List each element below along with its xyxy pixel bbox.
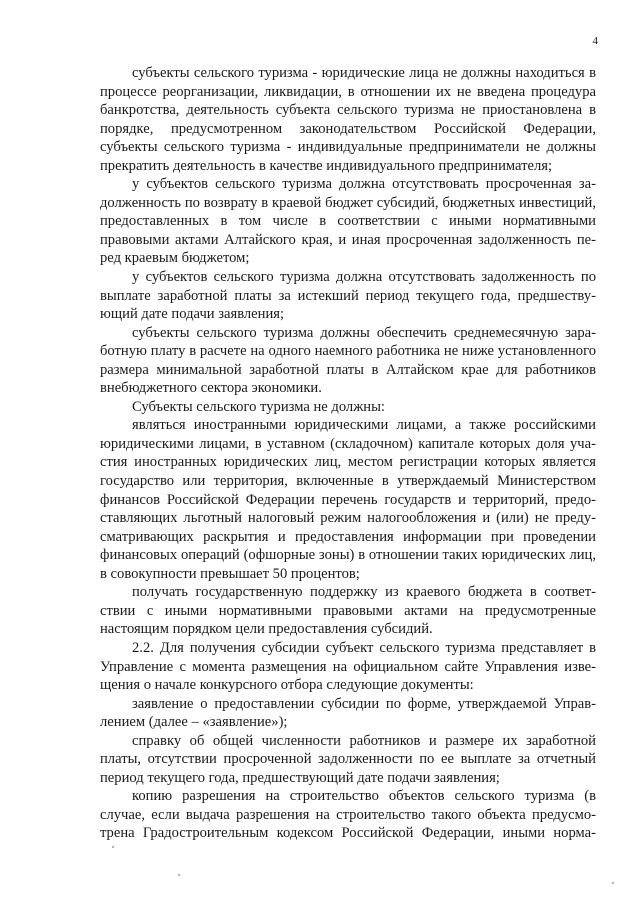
- scan-speck: [112, 846, 114, 848]
- paragraph-8: 2.2. Для получения субсидии субъект сельского туризма представляет в Управление с момента размещения на официальном сайте Управления извещения о начале конкурсного отбора следующие документы:: [100, 639, 596, 694]
- paragraph-10: справку об общей численности работников и размере их заработной платы, отсутствии просроченной задолженности по ее выплате за отчетный период текущего года, предшествующий дате подачи заявления;: [100, 732, 596, 786]
- paragraph-4: субъекты сельского туризма должны обеспечить среднемесячную заработную плату в расчете на одного наемного работника не ниже установленного размера минимальной заработной платы в Алтайском крае для работников внебюджетного сектора экономики.: [100, 324, 596, 397]
- paragraph-6: являться иностранными юридическими лицами, а также российскими юридическими лицами, в уставном (складочном) капитале которых доля участия иностранных юридических лиц, местом регистрации которых является государство или территория, включенные в утверждаемый Министерством финансов Российской Федерации перечень государств и территорий, предоставляющих льготный налоговый режим налогообложения и (или) не предусматривающих раскрытия и предоставления информации при проведении финансовых операций (офшорные зоны) в отношении таких юридических лиц, в совокупности превышает 50 процентов;: [100, 417, 596, 582]
- paragraph-1: субъекты сельского туризма - юридические лица не должны находиться в процессе реорганизации, ликвидации, в отношении их не введена процедура банкротства, деятельность субъекта сельского туризма не приостановлена в порядке, предусмотренном законодательством Российской Федерации, субъекты сельского туризма - индивидуальные предприниматели не должны прекратить деятельность в качестве индивидуального предпринимателя;: [100, 65, 596, 174]
- scan-speck: [178, 874, 180, 876]
- paragraph-5: Субъекты сельского туризма не должны:: [132, 398, 385, 415]
- paragraph-9: заявление о предоставлении субсидии по форме, утверждаемой Управлением (далее – «заявление»);: [100, 695, 596, 731]
- paragraph-2: у субъектов сельского туризма должна отсутствовать просроченная задолженность по возврату в краевой бюджет субсидий, бюджетных инвестиций, предоставленных в том числе в соответствии с иными нормативными правовыми актами Алтайского края, и иная просроченная задолженность перед краевым бюджетом;: [100, 176, 596, 267]
- scan-speck: [612, 882, 614, 884]
- paragraph-11: копию разрешения на строительство объектов сельского туризма (в случае, если выдача разрешения на строительство такого объекта предусмотрена Градостроительным кодексом Российской Федерации, иными норма-: [100, 788, 596, 842]
- page-number: 4: [592, 35, 598, 47]
- paragraph-7: получать государственную поддержку из краевого бюджета в соответствии с иными нормативными правовыми актами на предусмотренные настоящим порядком цели предоставления субсидий.: [100, 584, 596, 638]
- paragraph-3: у субъектов сельского туризма должна отсутствовать задолженность по выплате заработной платы за истекший период текущего года, предшествующий дате подачи заявления;: [100, 269, 596, 323]
- document-body: [100, 64, 596, 843]
